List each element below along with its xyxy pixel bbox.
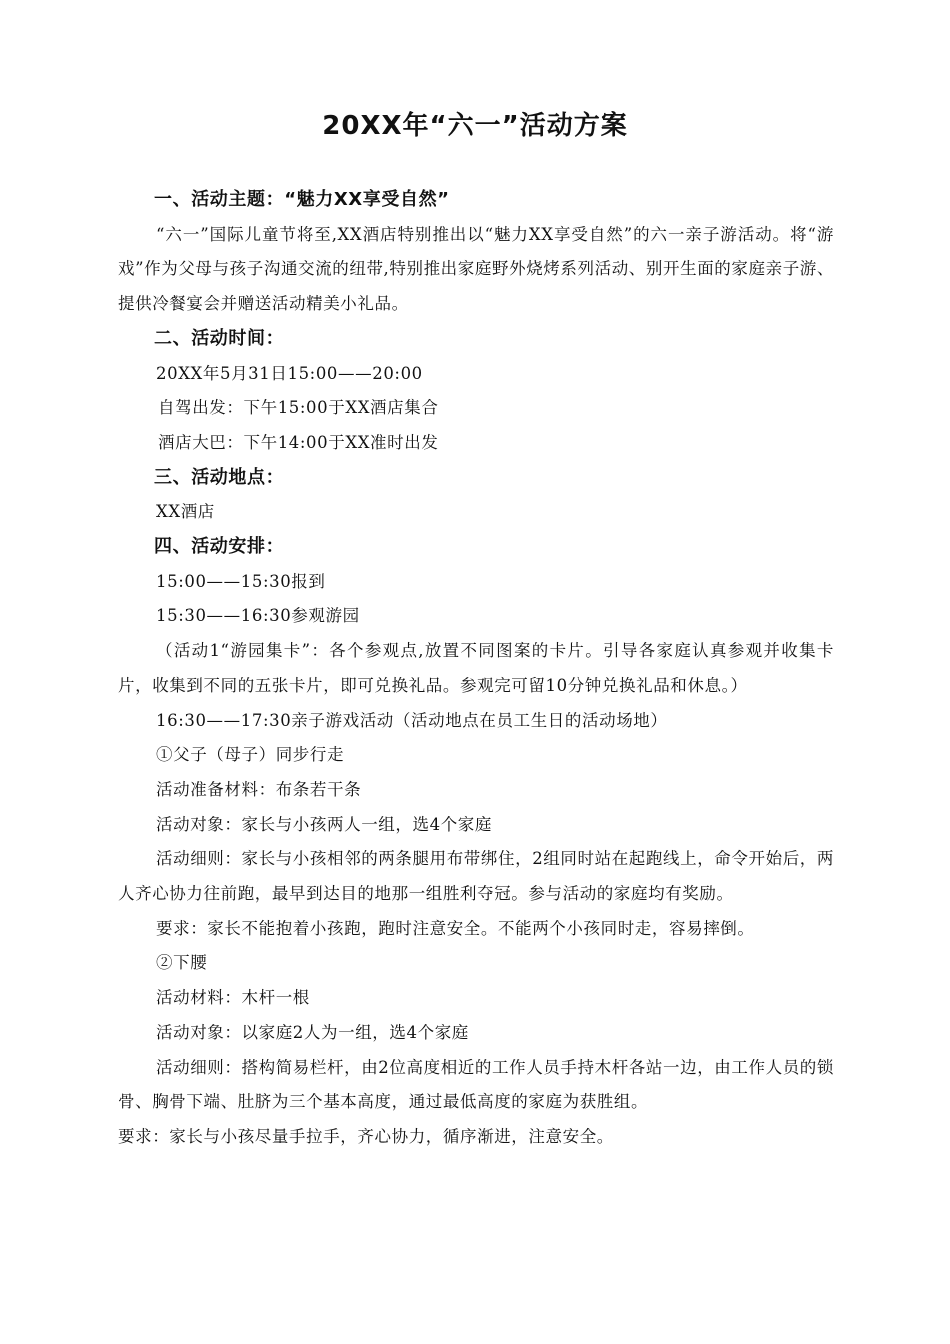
section-heading-theme: 一、活动主题：“魅力XX享受自然” (154, 189, 450, 210)
game1-rules: 活动细则：家长与小孩相邻的两条腿用布带绑住，2组同时站在起跑线上，命令开始后，两人齐心协力往前跑，最早到达目的地那一组胜利夺冠。参与活动的家庭均有奖励。 (118, 849, 834, 904)
game2-target: 活动对象：以家庭2人为一组，选4个家庭 (156, 1022, 469, 1042)
game2-materials: 活动材料：木杆一根 (156, 988, 310, 1008)
schedule-line-checkin: 15:00——15:30报到 (156, 571, 326, 591)
location-line: XX酒店 (156, 502, 215, 522)
game2-title: ②下腰 (156, 953, 208, 973)
game2-requirement: 要求：家长与小孩尽量手拉手，齐心协力，循序渐进，注意安全。 (118, 1126, 614, 1146)
game1-title: ①父子（母子）同步行走 (156, 745, 345, 765)
schedule-paragraph-card-collect: （活动1“游园集卡”：各个参观点,放置不同图案的卡片。引导各家庭认真参观并收集卡片，收集到不同的五张卡片，即可兑换礼品。参观完可留10分钟兑换礼品和休息。） (118, 641, 834, 695)
section-heading-schedule: 四、活动安排： (154, 536, 285, 558)
section-heading-time: 二、活动时间： (154, 327, 285, 349)
time-line-self-drive: 自驾出发：下午15:00于XX酒店集合 (158, 398, 439, 418)
game1-requirement: 要求：家长不能抱着小孩跑，跑时注意安全。不能两个小孩同时走，容易摔倒。 (156, 918, 755, 938)
document-body (118, 183, 834, 1155)
time-line-hotel-bus: 酒店大巴：下午14:00于XX准时出发 (158, 432, 439, 452)
game1-materials: 活动准备材料：布条若干条 (156, 779, 362, 799)
schedule-line-tour: 15:30——16:30参观游园 (156, 606, 360, 626)
game1-target: 活动对象：家长与小孩两人一组，选4个家庭 (156, 814, 492, 834)
time-line-date: 20XX年5月31日15:00——20:00 (156, 363, 423, 383)
game2-rules: 活动细则：搭构简易栏杆，由2位高度相近的工作人员手持木杆各站一边，由工作人员的锁骨、胸骨下端、肚脐为三个基本高度，通过最低高度的家庭为获胜组。 (118, 1057, 834, 1112)
schedule-line-games: 16:30——17:30亲子游戏活动（活动地点在员工生日的活动场地） (156, 710, 668, 730)
theme-paragraph: “六一”国际儿童节将至,XX酒店特别推出以“魅力XX享受自然”的六一亲子游活动。将“游戏”作为父母与孩子沟通交流的纽带,特别推出家庭野外烧烤系列活动、别开生面的家庭亲子游、提供冷餐宴会并赠送活动精美小礼品。 (118, 224, 834, 314)
page-title: 20XX年“六一”活动方案 (322, 111, 628, 141)
section-heading-location: 三、活动地点： (154, 466, 285, 488)
